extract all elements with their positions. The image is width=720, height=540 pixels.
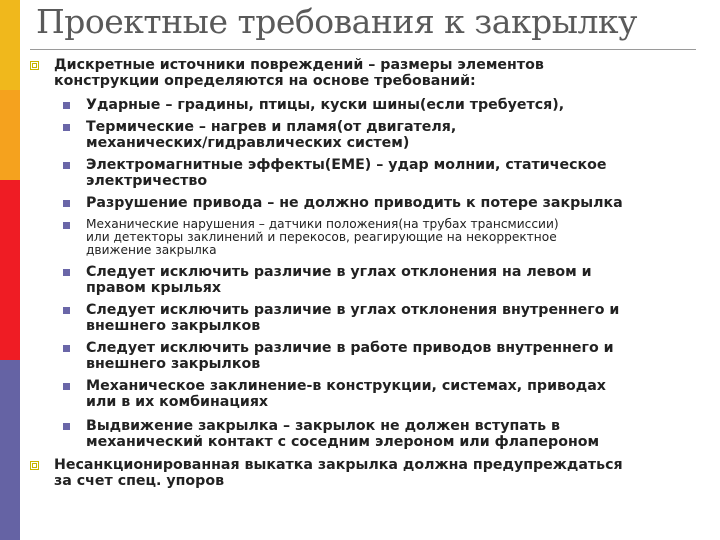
bullet-text-line: конструкции определяются на основе требований: bbox=[54, 73, 476, 89]
filled-square-bullet-icon bbox=[63, 423, 70, 430]
bullet-item-level2 bbox=[86, 218, 559, 257]
filled-square-bullet-icon bbox=[63, 345, 70, 352]
bullet-text-line: Несанкционированная выкатка закрылка должна предупреждаться bbox=[54, 457, 623, 473]
bullet-text-line: или детекторы заклинений и перекосов, реагирующие на некорректное bbox=[86, 230, 557, 244]
square-outline-bullet-icon bbox=[30, 461, 39, 470]
bullet-text-line: Ударные – градины, птицы, куски шины(если требуется), bbox=[86, 97, 565, 113]
filled-square-bullet-icon bbox=[63, 124, 70, 131]
bullet-item-level2 bbox=[86, 119, 456, 151]
bullet-text-line: механический контакт с соседним элероном или флапероном bbox=[86, 434, 600, 450]
bullet-text-line: Выдвижение закрылка – закрылок не должен вступать в bbox=[86, 418, 560, 434]
bullet-item-level2 bbox=[86, 340, 614, 372]
filled-square-bullet-icon bbox=[63, 162, 70, 169]
bullet-text-line: Механические нарушения – датчики положения(на трубах трансмиссии) bbox=[86, 217, 559, 231]
bullet-text-line: Следует исключить различие в углах отклонения внутреннего и bbox=[86, 302, 620, 318]
bullet-text-line: механических/гидравлических систем) bbox=[86, 135, 410, 151]
bullet-text-line: движение закрылка bbox=[86, 243, 217, 257]
bullet-item-level1 bbox=[54, 457, 623, 489]
bullet-text-line: за счет спец. упоров bbox=[54, 473, 225, 489]
bullet-text-line: внешнего закрылков bbox=[86, 356, 261, 372]
bullet-item-level2 bbox=[86, 157, 607, 189]
filled-square-bullet-icon bbox=[63, 383, 70, 390]
square-outline-bullet-icon bbox=[30, 61, 39, 70]
bullet-text-line: внешнего закрылков bbox=[86, 318, 261, 334]
bullet-text-line: правом крыльях bbox=[86, 280, 222, 296]
bullet-text-line: Следует исключить различие в углах отклонения на левом и bbox=[86, 264, 592, 280]
bullet-item-level2 bbox=[86, 378, 606, 410]
filled-square-bullet-icon bbox=[63, 200, 70, 207]
bullet-item-level2 bbox=[86, 97, 564, 113]
filled-square-bullet-icon bbox=[63, 269, 70, 276]
filled-square-bullet-icon bbox=[63, 307, 70, 314]
bullet-text-line: Следует исключить различие в работе приводов внутреннего и bbox=[86, 340, 614, 356]
bullet-text-line: Механическое заклинение-в конструкции, системах, приводах bbox=[86, 378, 606, 394]
bullet-item-level2 bbox=[86, 418, 599, 450]
bullet-text-line: Разрушение привода – не должно приводить к потере закрылка bbox=[86, 195, 623, 211]
bullet-text-line: электричество bbox=[86, 173, 208, 189]
filled-square-bullet-icon bbox=[63, 222, 70, 229]
bullet-item-level2 bbox=[86, 264, 592, 296]
bullet-text-line: Термические – нагрев и пламя(от двигателя, bbox=[86, 119, 457, 135]
bullet-item-level2 bbox=[86, 195, 623, 211]
slide-title: Проектные требования к закрылку bbox=[36, 2, 637, 41]
bullet-item-level2 bbox=[86, 302, 619, 334]
bullet-text-line: или в их комбинациях bbox=[86, 394, 269, 410]
bullet-text-line: Электромагнитные эффекты(ЕМЕ) – удар молнии, статическое bbox=[86, 157, 607, 173]
bullet-item-level1 bbox=[54, 57, 544, 89]
filled-square-bullet-icon bbox=[63, 102, 70, 109]
bullet-text-line: Дискретные источники повреждений – размеры элементов bbox=[54, 57, 544, 73]
